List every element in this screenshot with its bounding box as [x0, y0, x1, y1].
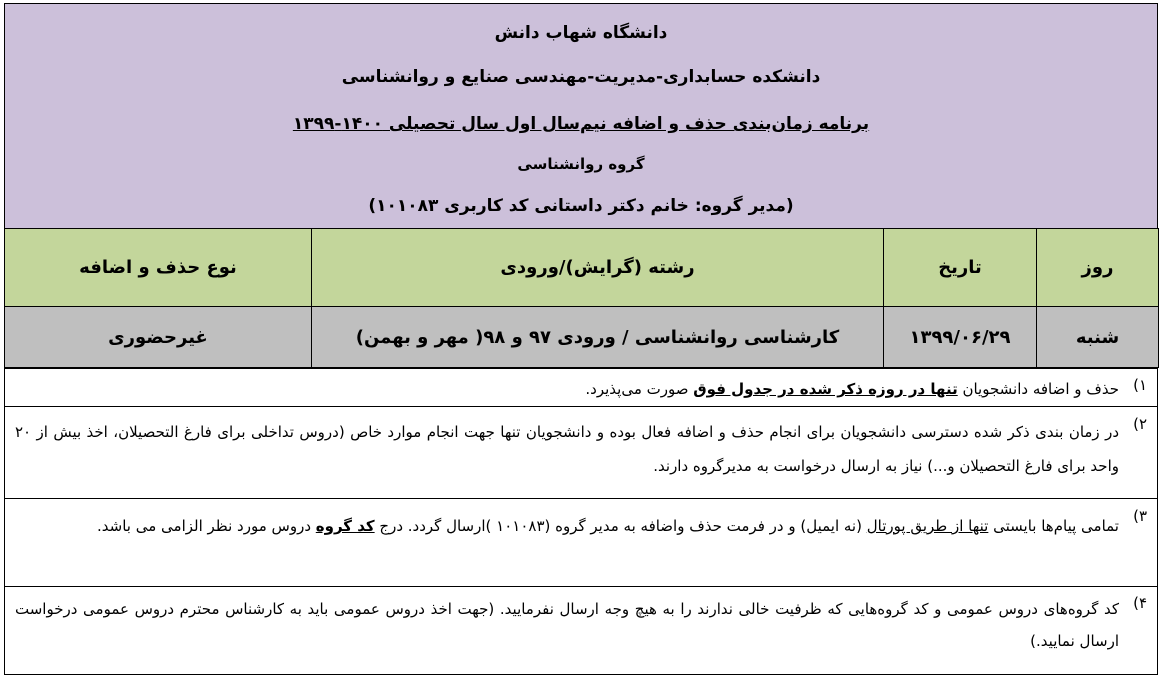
table-row: [5, 307, 1159, 368]
cell-day: شنبه: [1037, 307, 1159, 368]
note-text: حذف و اضافه دانشجویان: [957, 380, 1119, 398]
note-text: (نه ایمیل) و در فرمت حذف واضافه به مدیر گروه (۱۰۱۰۸۳ )ارسال گردد. درج: [374, 517, 867, 535]
header-date: تاریخ: [884, 229, 1037, 307]
note-emphasis: تنها در روزه ذکر شده در جدول فوق: [693, 380, 958, 398]
header-day: روز: [1037, 229, 1159, 307]
header-type: نوع حذف و اضافه: [5, 229, 312, 307]
department-director: (مدیر گروه: خانم دکتر داستانی کد کاربری ۱۰۱۰۸۳): [368, 196, 794, 216]
program-title-text: برنامه زمان‌بندی حذف و اضافه نیم‌سال اول سال تحصیلی ۱۴۰۰-۱۳۹۹: [292, 114, 870, 134]
university-name: دانشگاه شهاب دانش: [494, 23, 668, 43]
note-number: ۲): [1133, 415, 1147, 433]
table-header-row: [5, 229, 1159, 307]
note-underline: تنها از طریق پورتال: [866, 517, 989, 535]
document-header: [4, 3, 1158, 228]
cell-major: کارشناسی روانشناسی / ورودی ۹۷ و ۹۸( مهر و بهمن): [312, 307, 884, 368]
header-major: رشته (گرایش)/ورودی: [312, 229, 884, 307]
note-text: صورت می‌پذیرد.: [585, 380, 694, 398]
program-title: [5, 112, 1157, 136]
note-number: ۳): [1133, 507, 1147, 525]
notes-section: [4, 368, 1158, 675]
note-2: [5, 406, 1157, 498]
faculty-name: دانشکده حسابداری-مدیریت-مهندسی صنایع و روانشناسی: [341, 67, 821, 87]
note-number: ۱): [1133, 376, 1147, 394]
schedule-table: [4, 228, 1159, 368]
note-3: [5, 498, 1157, 586]
note-text: تمامی پیام‌ها بایستی: [988, 517, 1119, 535]
note-text: دروس مورد نظر الزامی می باشد.: [97, 517, 316, 535]
cell-date: ۱۳۹۹/۰۶/۲۹: [884, 307, 1037, 368]
note-number: ۴): [1133, 594, 1147, 612]
document-sheet: [4, 3, 1158, 674]
department-name: گروه روانشناسی: [517, 155, 645, 173]
cell-type: غیرحضوری: [5, 307, 312, 368]
note-1: [5, 368, 1157, 406]
note-emphasis: کد گروه: [315, 517, 375, 535]
note-4: [5, 586, 1157, 674]
note-text: در زمان بندی ذکر شده دسترسی دانشجویان برای انجام حذف و اضافه فعال بوده و دانشجویان تنها جهت انجام موارد خاص (دروس تداخلی برای فارغ التحصیلان، اخذ بیش از ۲۰ واحد برای فارغ التحصیلان و...) نیاز به ارسال درخواست به مدیرگروه دارند.: [15, 423, 1119, 475]
note-text: کد گروه‌های دروس عمومی و کد گروه‌هایی که ظرفیت خالی ندارند را به هیچ وجه ارسال نفرمایید. (جهت اخذ دروس عمومی باید به کارشناس محترم دروس عمومی درخواست ارسال نمایید.): [15, 600, 1119, 650]
